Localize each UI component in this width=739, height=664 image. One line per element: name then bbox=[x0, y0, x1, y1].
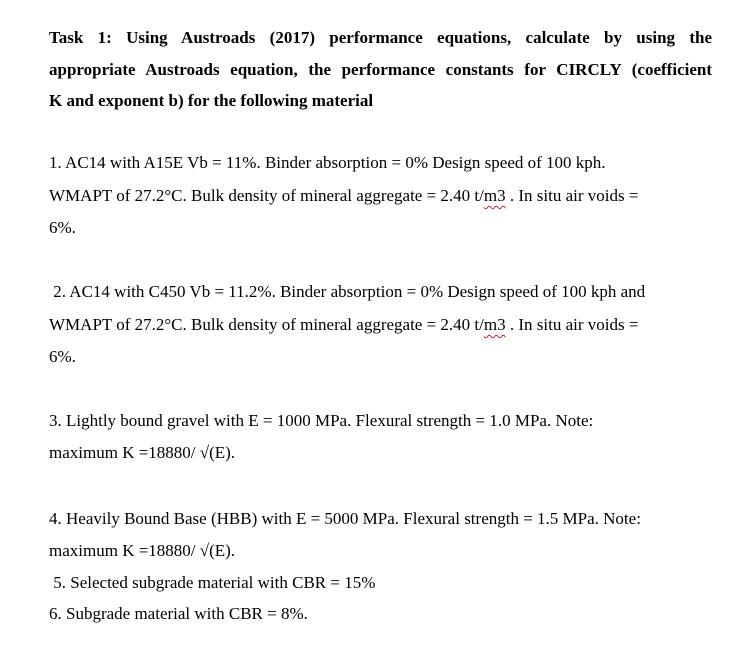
item-2-line-3: 6%. bbox=[49, 347, 76, 366]
misspelled-unit-m3[interactable]: m3 bbox=[483, 186, 506, 205]
item-2-line-2-tail: . In situ air voids = bbox=[505, 315, 639, 334]
item-2-line-2 bbox=[49, 314, 638, 336]
item-1-line-2 bbox=[49, 185, 638, 207]
item-4-line-1: 4. Heavily Bound Base (HBB) with E = 5000 MPa. Flexural strength = 1.5 MPa. Note: bbox=[49, 509, 641, 528]
item-2-line-2-text: WMAPT of 27.2°C. Bulk density of mineral aggregate = 2.40 t/ bbox=[49, 315, 484, 334]
item-1-line-2-text: WMAPT of 27.2°C. Bulk density of mineral aggregate = 2.40 t/ bbox=[49, 186, 484, 205]
misspelled-unit-m3[interactable]: m3 bbox=[483, 315, 506, 334]
item-5-line-1: 5. Selected subgrade material with CBR = 15% bbox=[49, 573, 376, 592]
item-1-line-2-tail: . In situ air voids = bbox=[505, 186, 639, 205]
task-heading-line-2: appropriate Austroads equation, the performance constants for CIRCLY (coefficient bbox=[49, 60, 712, 79]
item-3-line-2: maximum K =18880/ √(E). bbox=[49, 443, 236, 462]
item-3-line-1: 3. Lightly bound gravel with E = 1000 MPa. Flexural strength = 1.0 MPa. Note: bbox=[49, 411, 594, 430]
item-1-line-3: 6%. bbox=[49, 218, 76, 237]
item-1-line-1: 1. AC14 with A15E Vb = 11%. Binder absorption = 0% Design speed of 100 kph. bbox=[49, 153, 606, 172]
item-6-line-1: 6. Subgrade material with CBR = 8%. bbox=[49, 604, 308, 623]
item-2-line-1: 2. AC14 with C450 Vb = 11.2%. Binder absorption = 0% Design speed of 100 kph and bbox=[49, 282, 646, 301]
task-heading-line-1: Task 1: Using Austroads (2017) performance equations, calculate by using the bbox=[49, 28, 712, 47]
task-heading-line-3: K and exponent b) for the following material bbox=[49, 91, 374, 110]
item-4-line-2: maximum K =18880/ √(E). bbox=[49, 541, 236, 560]
